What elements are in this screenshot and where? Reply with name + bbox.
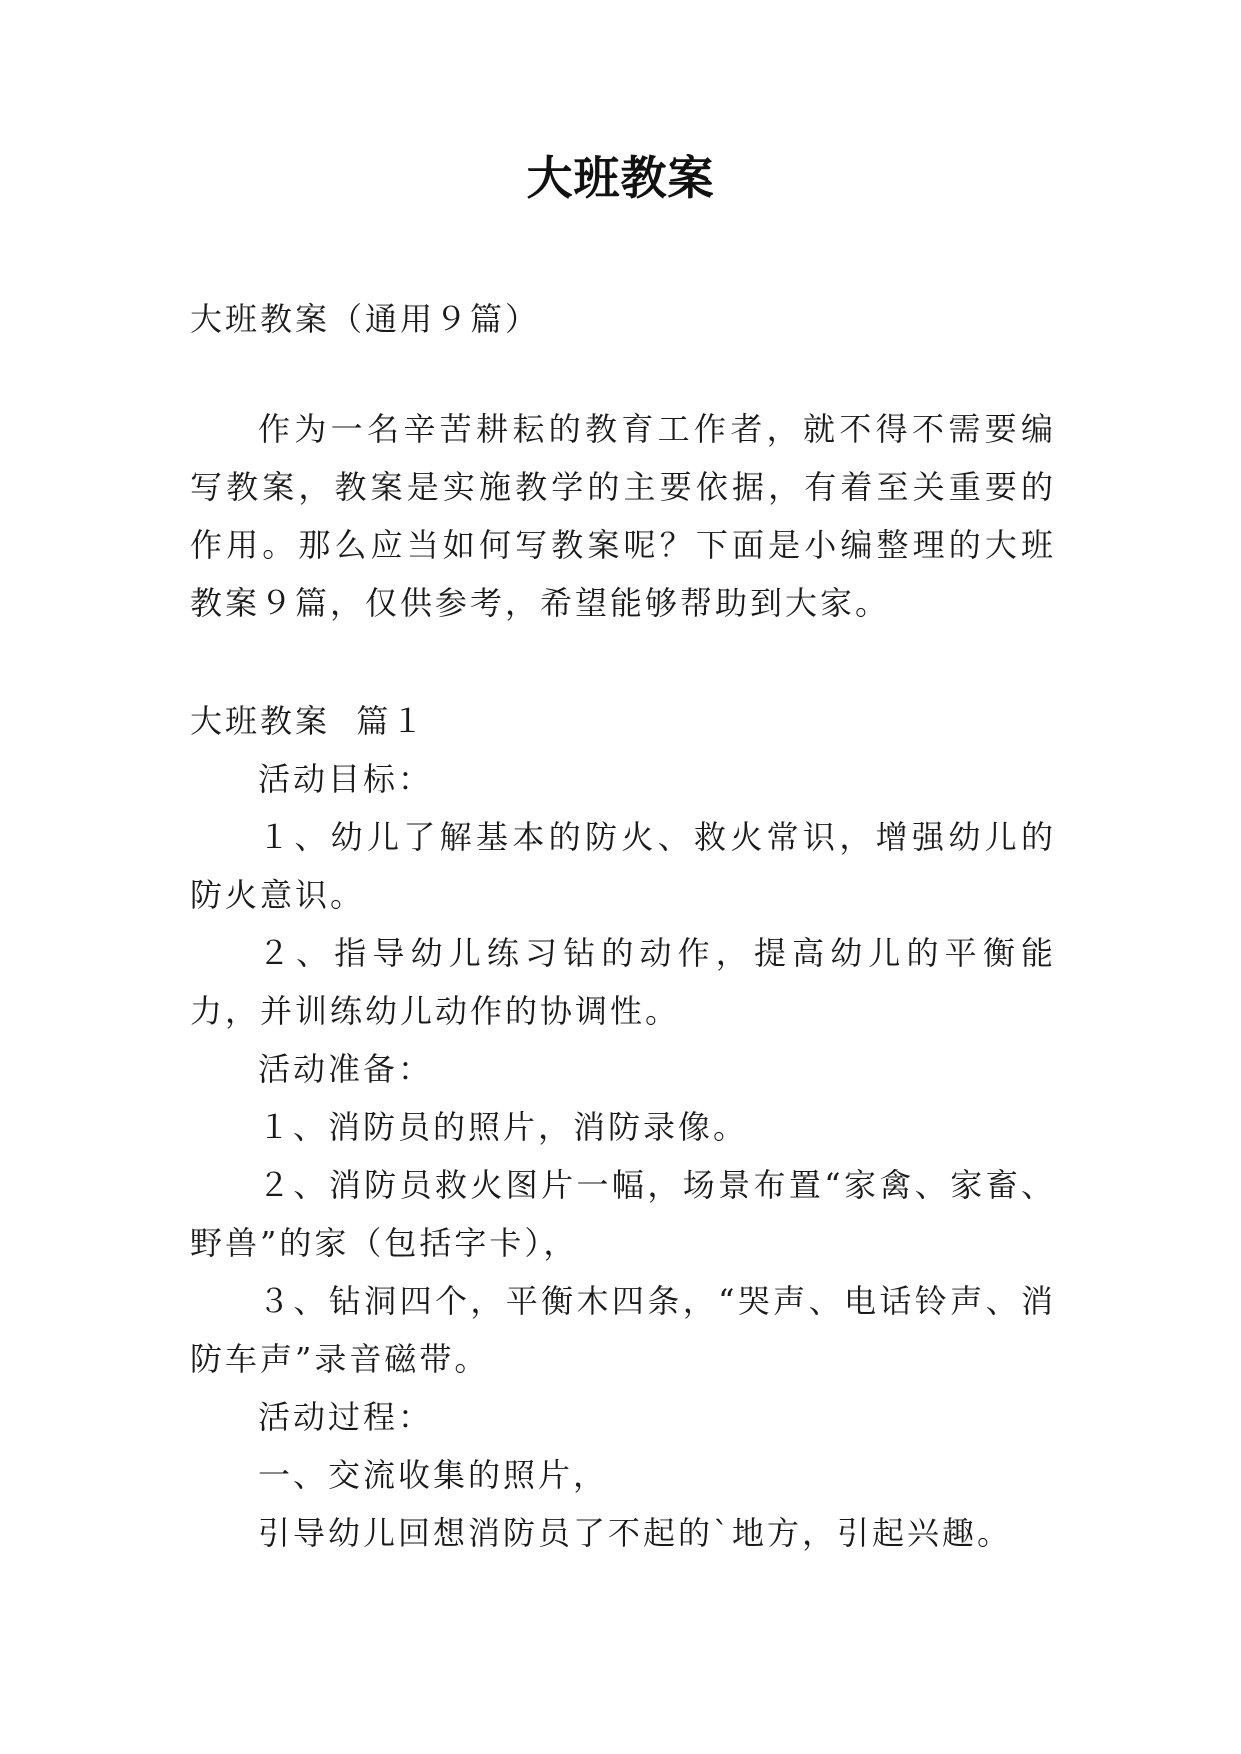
document-title: 大班教案	[526, 151, 715, 205]
paragraph-goal-1: １、幼儿了解基本的防火、救火常识，增强幼儿的防火意识。	[190, 818, 1056, 914]
intro-block	[190, 400, 1056, 632]
paragraph-prep-3: ３、钻洞四个，平衡木四条，“哭声、电话铃声、消防车声”录音磁带。	[190, 1282, 1056, 1378]
intro-paragraph: 作为一名辛苦耕耘的教育工作者，就不得不需要编写教案，教案是实施教学的主要依据，有着至关重要的作用。那么应当如何写教案呢？下面是小编整理的大班教案９篇，仅供参考，希望能够帮助到大家。	[190, 410, 1056, 622]
paragraph-process-heading: 活动过程：	[258, 1398, 434, 1436]
paragraph-prep-1: １、消防员的照片，消防录像。	[258, 1108, 749, 1146]
paragraph-prep-2: ２、消防员救火图片一幅，场景布置“家禽、家畜、野兽”的家（包括字卡），	[190, 1166, 1056, 1262]
paragraph-prep-heading: 活动准备：	[258, 1050, 434, 1088]
document-subtitle	[190, 290, 1056, 348]
paragraph-process-1-detail: 引导幼儿回想消防员了不起的`地方，引起兴趣。	[258, 1514, 1013, 1552]
paragraph-goal-2: ２、指导幼儿练习钻的动作，提高幼儿的平衡能力，并训练幼儿动作的协调性。	[190, 934, 1056, 1030]
subtitle-text: 大班教案（通用９篇）	[190, 300, 541, 338]
paragraph-goals-heading: 活动目标：	[258, 760, 434, 798]
section-heading: 大班教案 篇１	[190, 702, 427, 740]
section-1	[190, 692, 1056, 1562]
paragraph-process-1: 一、交流收集的照片，	[258, 1456, 609, 1494]
